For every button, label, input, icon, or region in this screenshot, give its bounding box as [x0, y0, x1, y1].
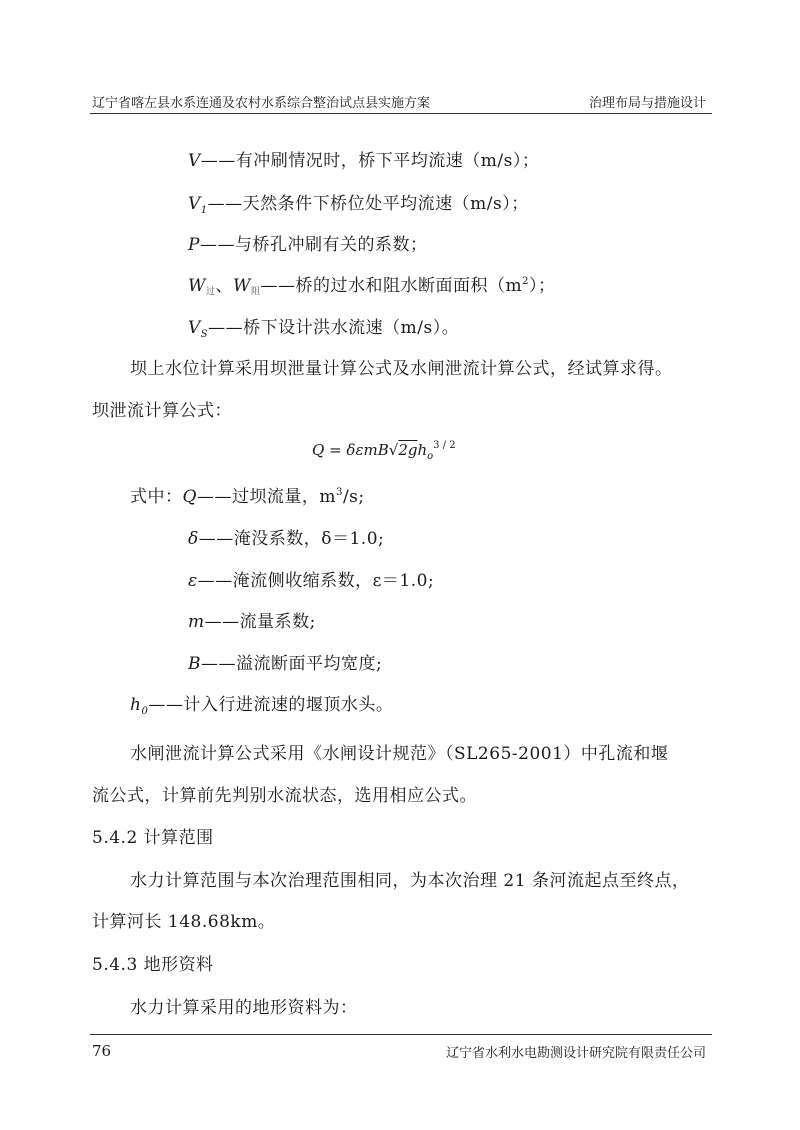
def-delta: δ——淹没系数，δ＝1.0; — [188, 529, 385, 549]
def-v: V——有冲刷情况时，桥下平均流速（m/s）； — [188, 151, 540, 171]
section-5-4-2: 5.4.2 计算范围 — [92, 828, 214, 848]
def-w: W过、W阻——桥的过水和阻水断面面积$(m^2)$； — [188, 276, 556, 297]
paragraph-1-cont: 坝泄流计算公式： — [92, 401, 232, 421]
def-b: B——溢流断面平均宽度; — [188, 654, 383, 674]
def-epsilon: ε——淹流侧收缩系数，ε＝1.0; — [188, 571, 435, 591]
page-number: 76 — [92, 1042, 112, 1060]
weir-formula: $Q = \delta\varepsilon mB√2gh_o^{3 / 2}$ — [312, 440, 456, 462]
paragraph-4: 水力计算采用的地形资料为： — [130, 998, 358, 1018]
header-section: 治理布局与措施设计 — [588, 96, 706, 111]
header-rule — [90, 113, 712, 114]
footer-org: 辽宁省水利水电勘测设计研究院有限责任公司 — [445, 1046, 706, 1061]
paragraph-3: 水力计算范围与本次治理范围相同，为本次治理 21 条河流起点至终点， — [130, 871, 690, 891]
def-q: 式中：Q——过坝流量，$m^3/s$; — [130, 487, 365, 507]
def-vs: $V_S——$桥下设计洪水流速（m/s）。 — [188, 318, 460, 340]
paragraph-2: 水闸泄流计算公式采用《水闸设计规范》（SL265-2001）中孔流和堰 — [130, 744, 669, 764]
def-p: P——与桥孔冲刷有关的系数； — [188, 235, 428, 255]
def-h0: $h_0——$计入行进流速的堰顶水头。 — [130, 695, 394, 717]
section-5-4-3: 5.4.3 地形资料 — [92, 955, 214, 975]
footer-rule — [90, 1034, 712, 1035]
paragraph-1: 坝上水位计算采用坝泄量计算公式及水闸泄流计算公式，经试算求得。 — [130, 359, 673, 379]
paragraph-2-cont: 流公式，计算前先判别水流状态，选用相应公式。 — [92, 786, 477, 806]
header-title: 辽宁省喀左县水系连通及农村水系综合整治试点县实施方案 — [92, 96, 431, 111]
def-m: m——流量系数; — [188, 612, 316, 632]
def-v1: $V_1——$天然条件下桥位处平均流速（m/s）； — [188, 194, 529, 216]
paragraph-3-cont: 计算河长 148.68km。 — [92, 912, 276, 932]
